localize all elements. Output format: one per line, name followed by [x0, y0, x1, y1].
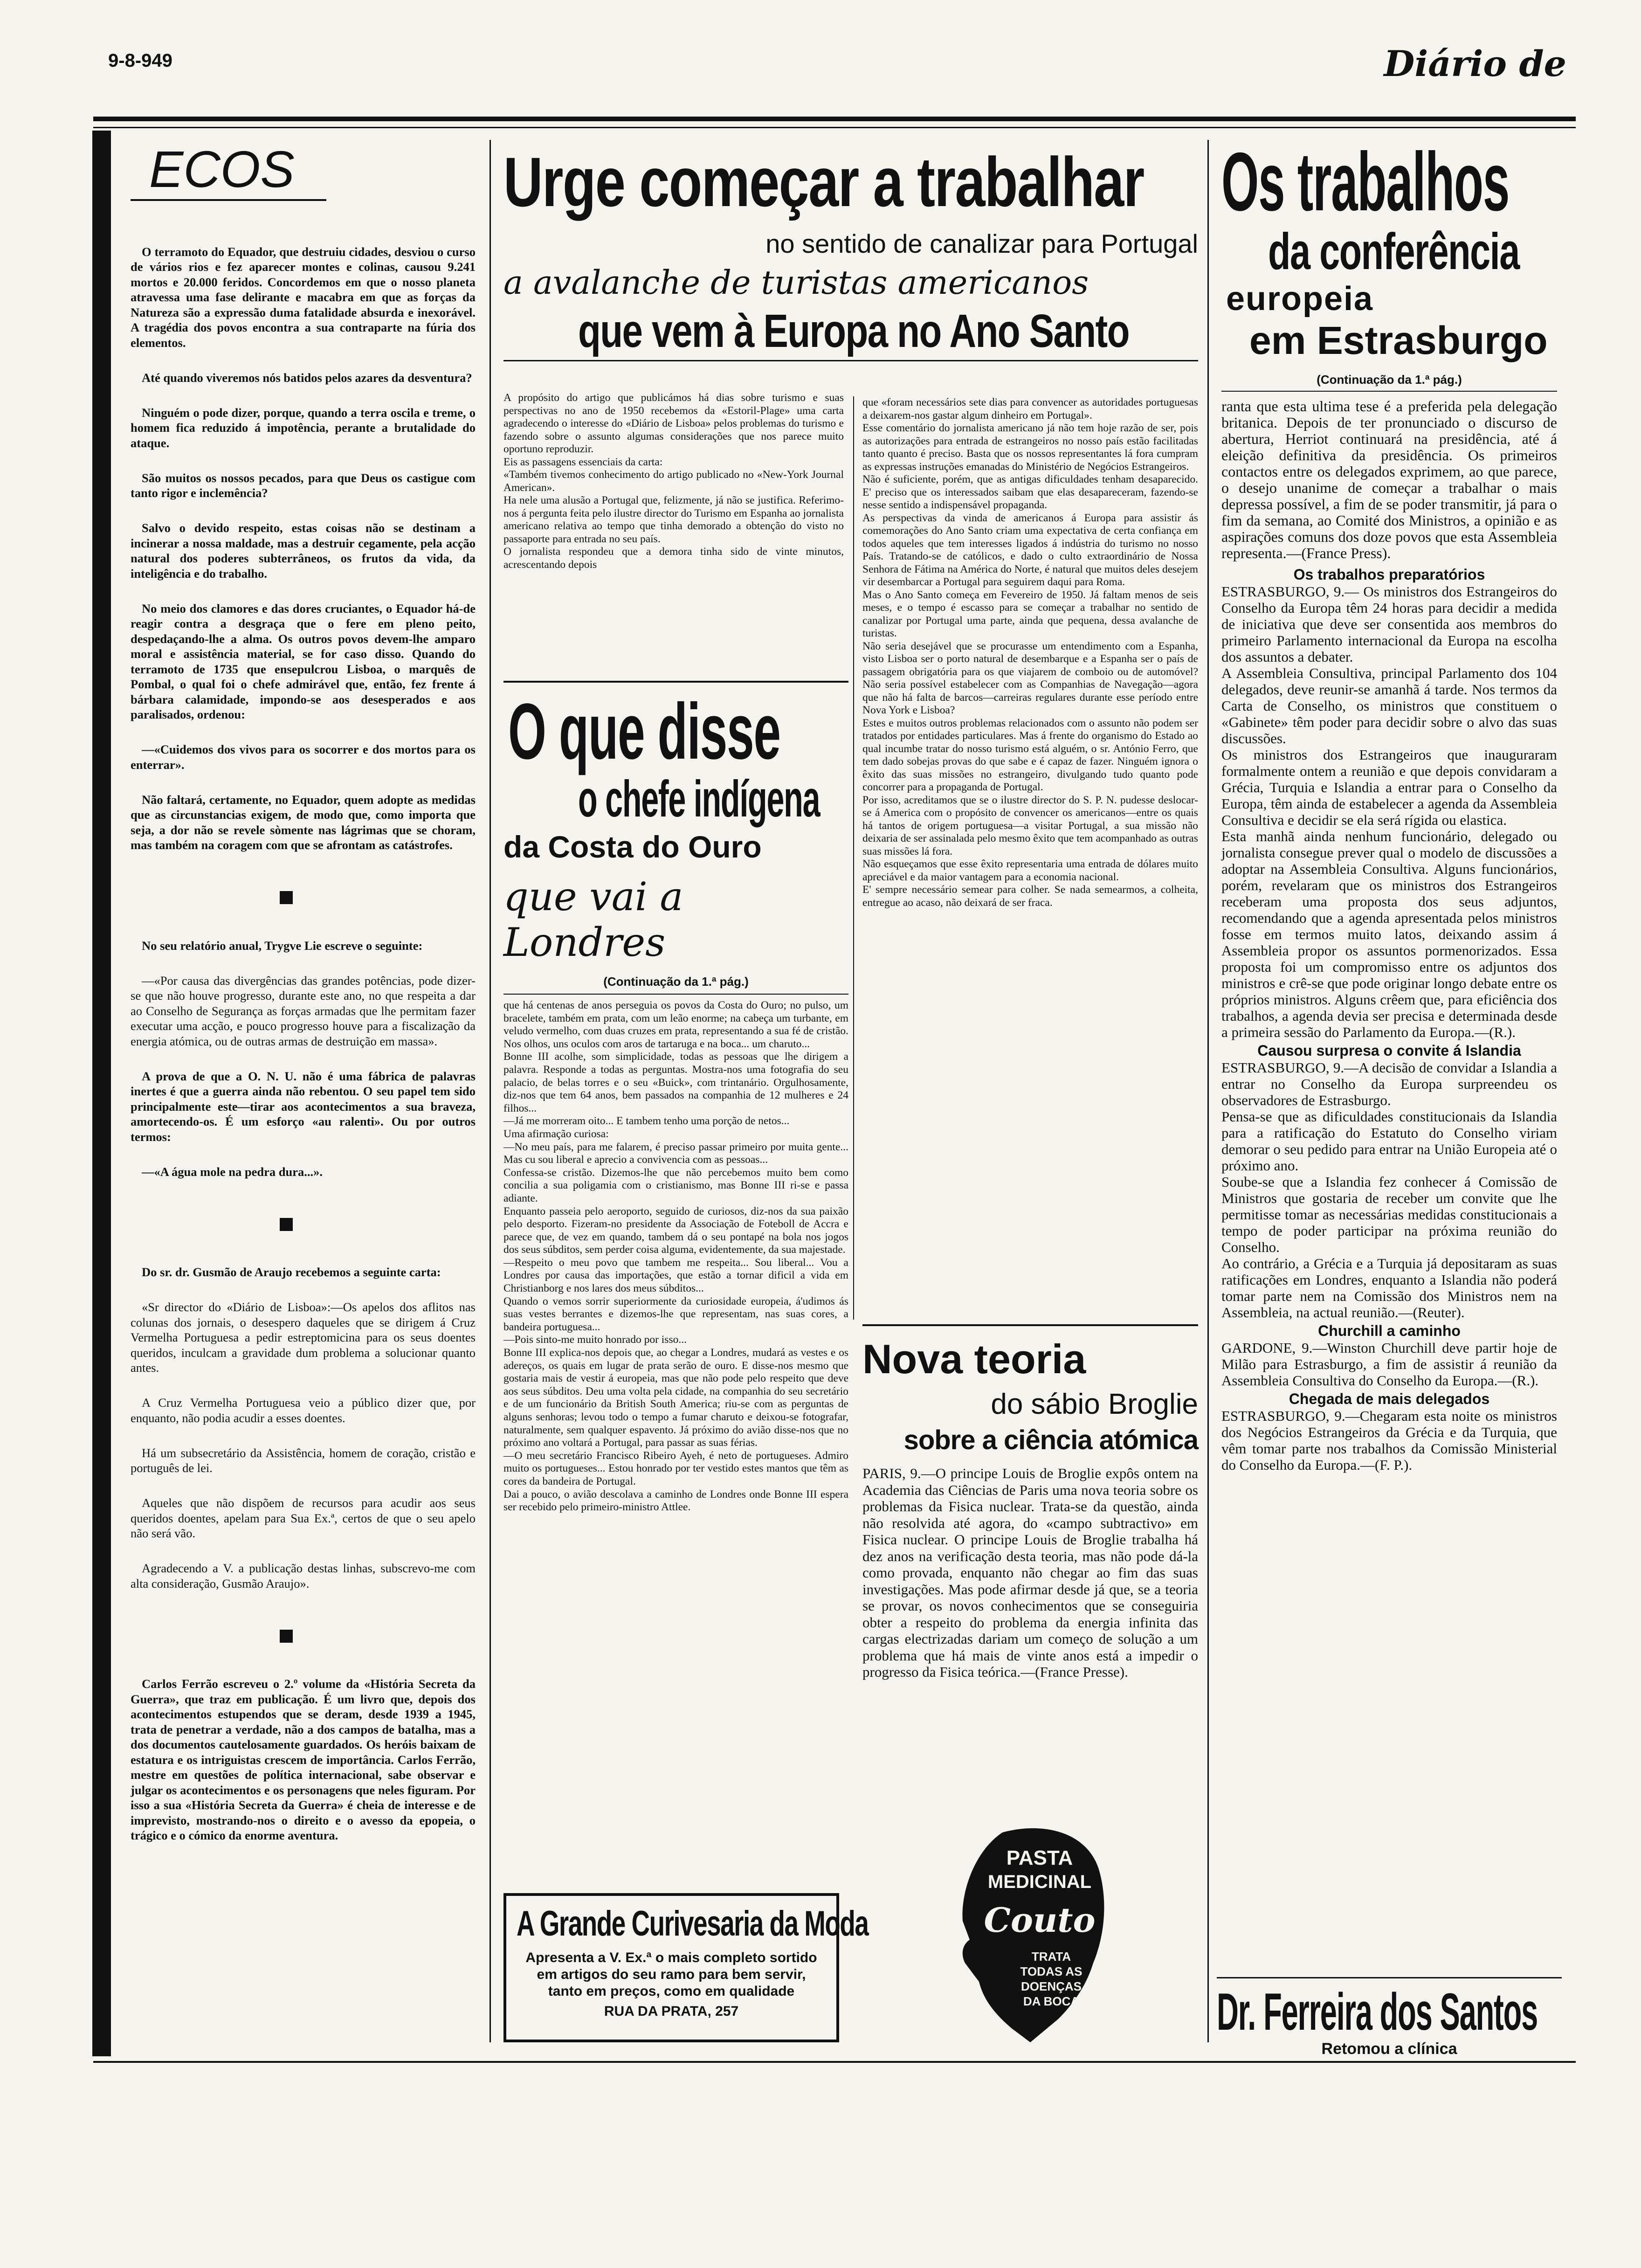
- ecos-paragraph: Salvo o devido respeito, estas coisas não se destinam a incinerar a nossa maldade, mas a destruir cegamente, pela acção natural dos poderes subterrâneos, os frutos da vida, da inteligência e do trabalho.: [131, 521, 476, 581]
- trabalhos-heading-4: Churchill a caminho: [1318, 1322, 1461, 1339]
- urge-title: Urge começar a trabalhar: [503, 143, 1144, 221]
- urge-col-2: que «foram necessários sete dias para convencer as autoridades portuguesas a deixarem-nos gastar algum dinheiro em Portugal». Esse comentário do jornalista americano já não tem hoje razão de ser, pois as autorizações para entrada de estrangeiros no nosso país estão facilitadas tanto quanto é preciso. Basta que os nossos representantes lá fora cumpram as expressas instruções emanadas do Ministério de Negócios Estrangeiros. Não é suficiente, porém, que as antigas dificuldades tenham desaparecido. E' preciso que os interessados saibam que elas desapareceram, fazendo-se nesse sentido a indispensável propaganda. As perspectivas da vinda de americanos á Europa para assistir ás comemorações do Ano Santo criam uma expectativa de certa confiança em todos aqueles que tem interesses ligados á indústria do turismo no nosso País. Tratando-se de católicos, e dado o culto extraordinário de Nossa Senhora de Fátima na América do Norte, é natural que muitos deles desejem vir desembarcar a Portugal para seguirem daqui para Roma. Mas o Ano Santo começa em Fevereiro de 1950. Já faltam menos de seis meses, e o tempo é escasso para se começar a trabalhar no sentido de canalizar por Portugal uma parte, ainda que pequena, dessa avalanche de turistas. Não seria desejável que se procurasse um entendimento com a Espanha, visto Lisboa ser o porto natural de desembarque e a Espanha ser o país de passagem obrigatória para os que viajarem de comboio ou de automóvel? Não seria possível estabelecer com as Companhias de Navegação—agora que não há falta de barcos—carreiras regulares durante esse período entre Nova York e Lisboa? Estes e muitos outros problemas relacionados com o assunto não podem ser tratados por entidades particulares. Mas á frente do organismo do Estado ao qual incumbe tratar do nosso turismo está alguém, o sr. António Ferro, que tem dado sobejas provas do que sabe e é capaz de fazer. Ninguém ignora o êxito das suas missões no estrangeiro, divulgando tudo quanto pode concorrer para a propaganda de Portugal. Por isso, acreditamos que se o ilustre director do S. P. N. pudesse deslocar-se á America com o propósito de convencer os americanos—entre os quais há tantos de origem portuguesa—a visitar Portugal, a sua missão não deixaria de ser assinalada pelo mesmo êxito que tem acompanhado as outras suas missões lá fora. Não esqueçamos que esse êxito representaria uma entrada de dólares muito apreciável e da maior vantagem para a economia nacional. E' sempre necessário semear para colher. Se nada semearmos, a colheita, entregue ao acaso, não deixará de ser fraca.: [862, 396, 1198, 909]
- urge-subtitle-2: a avalanche de turistas americanos: [503, 263, 1089, 302]
- ad-curivesaria: [503, 1893, 869, 2042]
- ecos-paragraph: No meio dos clamores e das dores cruciantes, o Equador há-de reagir contra a desgraça que o fere em pleno peito, despedaçando-lhe a alma. Os outros povos devem-lhe amparo moral e assistência material, se for caso disso. Quando do terramoto de 1735 que ensepulcrou Lisboa, o marquês de Pombal, o qual foi o chefe admirável que, então, fez frente á bárbara calamidade, impondo-se aos desesperados e aos paralisados, ordenou:: [131, 601, 476, 721]
- urge-col-1: A propósito do artigo que publicámos há dias sobre turismo e suas perspectivas no ano de 1950 recebemos da «Estoril-Plage» uma carta agradecendo o interesse do «Diário de Lisboa» pelos problemas do turismo e fazendo sobre o assunto algumas considerações que nos parece muito oportuno reproduzir. Eis as passagens essenciais da carta: «Também tivemos conhecimento do artigo publicado no «New-York Journal American». Ha nele uma alusão a Portugal que, felizmente, já não se justifica. Referimo-nos á pergunta feita pelo ilustre director do Turismo em Espanha ao jornalista americano relativa ao tempo que tinha demorado a obtenção do visto no passaporte para entrada no seu país. O jornalista respondeu que a demora tinha sido de vinte minutos, acrescentando depois: [503, 392, 844, 571]
- left-margin-bar: [92, 131, 111, 2056]
- ecos-paragraph: Há um subsecretário da Assistência, homem de coração, cristão e português de lei.: [131, 1445, 476, 1475]
- ecos-paragraph: Carlos Ferrão escreveu o 2.º volume da «História Secreta da Guerra», que traz em publicação. É um livro que, depois dos acontecimentos estupendos que se deram, desde 1939 a 1945, trata de penetrar a verdade, não a dos campos de batalha, mas a dos documentos cautelosamente guardados. Os heróis baixam de estatura e os intriguistas crescem de importância. Carlos Ferrão, mestre em questões de política internacional, sabe observar e julgar os acontecimentos e os personagens que neles figuram. Por isso a sua «História Secreta da Guerra» é cheia de interesse e de imprevisto, mostrando-nos o direito e o avesso da epopeia, o trágico e o cómico da enorme aventura.: [131, 1677, 476, 1842]
- disse-title-2: o chefe indígena: [578, 770, 820, 828]
- disse-continuation: (Continuação da 1.ª pág.): [503, 975, 848, 995]
- newspaper-title: Diário de: [1384, 43, 1566, 84]
- ecos-paragraph: A Cruz Vermelha Portuguesa veio a público dizer que, por enquanto, não podia acudir a esses doentes.: [131, 1396, 476, 1425]
- issue-date: 9-8-949: [108, 50, 172, 71]
- nova-subtitle-1: do sábio Broglie: [991, 1388, 1198, 1420]
- ecos-column: [131, 140, 476, 2042]
- ecos-paragraph: No seu relatório anual, Trygve Lie escreve o seguinte:: [142, 938, 423, 953]
- trabalhos-heading-3: Causou surpresa o convite á Islandia: [1257, 1042, 1521, 1059]
- urge-rule: [503, 360, 1198, 361]
- ecos-paragraph: «Sr director do «Diário de Lisboa»:—Os apelos dos aflitos nas colunas dos jornais, o desespero daqueles que se dirigem á Cruz Vermelha Portuguesa a pedir estreptomicina para os seus doentes queridos, inculcam a gravidade dum problema a solucionar quanto antes.: [131, 1300, 476, 1375]
- nova-subtitle-2: sobre a ciência atómica: [903, 1425, 1198, 1455]
- ad-pasta-couto: [951, 1823, 1110, 2047]
- trabalhos-p5: ESTRASBURGO, 9.—Chegaram esta noite os ministros dos Negócios Estrangeiros da Grécia e da Turquia, que vêm tomar parte nos trabalhos da Comissão Ministerial do Conselho da Europa.—(F. P.).: [1221, 1408, 1557, 1473]
- disse-title-1: O que disse: [508, 687, 780, 776]
- trabalhos-continuation: (Continuação da 1.ª pág.): [1221, 373, 1557, 392]
- column-rule: [1207, 140, 1209, 2042]
- nova-title: Nova teoria: [862, 1336, 1086, 1382]
- bottom-rule: [93, 2061, 1576, 2063]
- disse-article: [503, 681, 869, 1977]
- ad-doctor-name: Dr. Ferreira dos Santos: [1217, 1983, 1538, 2041]
- trabalhos-p2: ESTRASBURGO, 9.— Os ministros dos Estrangeiros do Conselho da Europa têm 24 horas para decidir a medida de iniciativa que deve ser consentida aos membros do primeiro Parlamento internacional da Europa na escolha dos assuntos a debater. A Assembleia Consultiva, principal Parlamento dos 104 delegados, deve reunir-se amanhã á tarde. Nos termos da Carta de Conselho, os ministros que constituem o «Gabinete» têm poder para decidir sobre o alvo das suas discussões. Os ministros dos Estrangeiros que inauguraram formalmente ontem a reunião e que depois convidaram a Grécia, Turquia e Islandia a entrar para o Conselho da Europa, têm ainda de estabelecer a agenda da Assembleia Consultiva e decidir se ela será rígida ou elastica. Esta manhã ainda nenhum funcionário, delegado ou jornalista consegue prever qual o modelo de discussões a adoptar na Assembleia Consultiva. Alguns funcionários, porém, revelaram que os ministros dos Estrangeiros receberam uma proposta dos seus adjuntos, recomendando que a agenda apresentada pelos ministros fosse em termos muito latos, deixando assim á Assembleia propor os assuntos pormenorizados. Essa proposta foi um compromisso entre os adjuntos dos ministros e crê-se que pode originar longo debate entre os próprios ministros. Alguns crêem que, para eficiência dos trabalhos, a agenda devia ser precisa e determinada desde a primeira sessão do Parlamento da Europa.—(R.).: [1221, 583, 1557, 1040]
- trabalhos-title-3: europeia: [1226, 280, 1374, 318]
- trabalhos-p4: GARDONE, 9.—Winston Churchill deve partir hoje de Milão para Estrasburgo, a fim de assistir á reunião da Assembleia Consultiva do Conselho da Europa.—(R.).: [1221, 1340, 1557, 1389]
- ecos-paragraph: —«Cuidemos dos vivos para os socorrer e dos mortos para os enterrar».: [131, 742, 476, 772]
- urge-subtitle-1: no sentido de canalizar para Portugal: [765, 229, 1198, 258]
- top-rule: [93, 117, 1576, 121]
- ad-doctor-note: Retomou a clínica: [1321, 2040, 1457, 2058]
- disse-title-4: que vai a Londres: [503, 874, 683, 965]
- ecos-paragraph: Aqueles que não dispõem de recursos para acudir aos seus queridos doentes, apelam para Sua Ex.ª, certos de que o seu apelo não será vão.: [131, 1496, 476, 1540]
- ad-curivesaria-address: RUA DA PRATA, 257: [604, 2004, 739, 2019]
- ecos-paragraph: Não faltará, certamente, no Equador, quem adopte as medidas que as circunstancias exigem, de modo que, como importa que seja, a dor não se revele sòmente nas lágrimas que se choram, mas também na coragem com que se afrontam as catástrofes.: [131, 792, 476, 852]
- ecos-paragraph: —«Por causa das divergências das grandes potências, pode dizer-se que não houve progresso, durante este ano, no que respeita a dar ao Conselho de Segurança as forças armadas que lhe permitam fazer executar uma acção, e pouco progresso houve para a fiscalização da energia atómica, ou de outras armas de destruição em massa».: [131, 973, 476, 1048]
- ecos-paragraph: São muitos os nossos pecados, para que Deus os castigue com tanto rigor e inclemência?: [131, 470, 476, 500]
- trabalhos-heading-2: Os trabalhos preparatórios: [1293, 566, 1485, 583]
- ad-couto-line-3: TRATA TODAS AS DOENÇAS DA BOCA: [1020, 1950, 1083, 2008]
- ecos-paragraph: A prova de que a O. N. U. não é uma fábrica de palavras inertes é que a guerra ainda não rebentou. O seu papel tem sido principalmente este—tirar aos acontecimentos a sua braveza, amortecendo-os. É um esforço «au ralenti». Ou por outros termos:: [131, 1069, 476, 1144]
- trabalhos-title-2: da conferência: [1268, 223, 1519, 280]
- ecos-paragraph: Ninguém o pode dizer, porque, quando a terra oscila e treme, o homem fica reduzido á impotência, perante a brutalidade do ataque.: [131, 405, 476, 450]
- ecos-body: [131, 229, 476, 1863]
- ad-curivesaria-body: Apresenta a V. Ex.ª o mais completo sortido em artigos do seu ramo para bem servir, tanto em preços, como em qualidade: [525, 1950, 817, 1999]
- ad-curivesaria-title: A Grande Curivesaria da Moda: [517, 1904, 869, 1943]
- ecos-paragraph: Até quando viveremos nós batidos pelos azares da desventura?: [142, 370, 472, 385]
- nova-article: [862, 1324, 1198, 1823]
- urge-col-rule: [853, 396, 854, 1320]
- section-separator-square: [280, 1218, 293, 1231]
- trabalhos-heading-5: Chegada de mais delegados: [1289, 1390, 1490, 1407]
- ecos-heading: ECOS: [131, 140, 326, 201]
- ad-couto-brand: Couto: [984, 1900, 1096, 1940]
- ecos-paragraph: O terramoto do Equador, que destruiu cidades, desviou o curso de vários rios e fez aparecer montes e colinas, causou 9.241 mortos e 20.000 feridos. Concordemos em que o nosso planeta atravessa uma fase delirante e macabra em que as forças da Natureza são a expressão duma fatalidade absurda e inexorável. A tragédia dos povos encontra a sua contraparte na fúria dos elementos.: [131, 244, 476, 350]
- section-separator-square: [280, 891, 293, 904]
- trabalhos-article: [1221, 135, 1557, 1986]
- ecos-paragraph: Do sr. dr. Gusmão de Araujo recebemos a seguinte carta:: [142, 1265, 441, 1279]
- ecos-paragraph: Agradecendo a V. a publicação destas linhas, subscrevo-me com alta consideração, Gusmão Araujo».: [131, 1561, 476, 1590]
- ad-couto-line-2: MEDICINAL: [987, 1872, 1092, 1892]
- trabalhos-p3: ESTRASBURGO, 9.—A decisão de convidar a Islandia a entrar no Conselho da Europa surpreendeu os observadores de Estrasburgo. Pensa-se que as dificuldades constitucionais da Islandia para a ratificação do Estatuto do Conselho viriam demorar o seu pedido para entrar na União Europeia até o próximo ano. Soube-se que a Islandia fez conhecer á Comissão de Ministros que gostaria de receber um convite que lhe permitisse tomar as necessárias medidas constitucionais a tempo de poder participar na próxima reunião do Conselho. Ao contrário, a Grécia e a Turquia já depositaram as suas ratificações em Londres, enquanto a Islandia não poderá tomar parte nem na Comissão dos Ministros nem na Assembleia, na actual reunião.—(Reuter).: [1221, 1059, 1557, 1321]
- trabalhos-p1: ranta que esta ultima tese é a preferida pela delegação britanica. Depois de ter pronunciado o discurso de abertura, Herriot continuará na presidência, até á eleição definitiva da presidência. Os primeiros contactos entre os delegados exprimem, ao que parece, o desejo unanime de começar a trabalhar o mais depressa possível, a fim de se poder transmitir, já para o fim da semana, ao Comité dos Ministros, a opinião e as aspirações comuns dos doze povos que esta Assembleia representa.—(France Press).: [1221, 398, 1557, 561]
- nova-body: PARIS, 9.—O principe Louis de Broglie expôs ontem na Academia das Ciências de Paris uma nova teoria sobre os problemas da Fisica nuclear. Trata-se da questão, ainda não resolvida até agora, do «campo subtractivo» em Fisica nuclear. O principe Louis de Broglie trabalha há dez anos na verificação desta teoria, mas não pode dá-la como provada, enquanto não chegar ao fim das suas investigações. Mas pode afirmar desde já que, se a teoria se provar, os novos conhecimentos que se conseguiria obter a respeito do problema da energia infinita das cargas electrizadas dariam um começo de solução a um problema que há mais de vinte anos está a impedir o progresso da Fisica teórica.—(France Presse).: [862, 1465, 1198, 1680]
- disse-body: que há centenas de anos perseguia os povos da Costa do Ouro; no pulso, um bracelete, também em prata, com um leão enorme; na cabeça um turbante, em veludo vermelho, com duas cruzes em prata, representando a sua fé de cristão. Nos olhos, uns oculos com aros de tartaruga e na boca... um charuto... Bonne III acolhe, som simplicidade, todas as pessoas que lhe dirigem a palavra. Responde a todas as perguntas. Mostra-nos uma fotografia do seu palacio, de belas torres e o seu «Buick», com trintanário. Orgulhosamente, diz-nos que tem 64 anos, bem passados na companhia de 12 mulheres e 24 filhos... —Já me morreram oito... E tambem tenho uma porção de netos... Uma afirmação curiosa: —No meu país, para me falarem, é preciso passar primeiro por muita gente... Mas cu sou liberal e aprecio a convivencia com as pessoas... Confessa-se cristão. Dizemos-lhe que não percebemos muito bem como concilia a sua poligamia com o cristianismo, mas Bonne III ri-se e passa adiante. Enquanto passeia pelo aeroporto, seguido de curiosos, diz-nos da sua paixão pelo desporto. Fizeram-no presidente da Associação de Foteboll de Accra e parece que, de vez em quando, tambem dá o seu pontapé na bola nos jogos dos seus súbditos, sem perder coisa alguma, evidentemente, da sua majestade. —Respeito o meu povo que tambem me respeita... Sou liberal... Vou a Londres por causa das importações, que estão a tornar dificil a vida em Christianborg e nos lares dos meus súbditos... Quando o vemos sorrir superiormente da curiosidade europeia, á'udimos ás suas vestes berrantes e dizemos-lhe que representam, nas suas cores, a bandeira portuguesa... —Pois sinto-me muito honrado por isso... Bonne III explica-nos depois que, ao chegar a Londres, mudará as vestes e os adereços, os quais em lugar de prata serão de ouro. E disse-nos mesmo que gostaria mais de vestir á europeia, mas que não pode pelo respeito que deve aos seus súbditos. Deu uma volta pela cidade, na companhia do seu secretário e de um funcionário da British South America; riu-se com as perguntas de alguns senhoras; levou todo o tempo a fumar charuto e deixou-se fotografar, naturalmente, sem qualquer espavento. Já próximo do avião disse-nos que no próximo ano voltará a Portugal, para passar as suas férias. —O meu secretário Francisco Ribeiro Ayeh, é neto de portugueses. Admiro muito os portugueses... Estou honrado por ter vestido estes mantos que têm as cores da bandeira de Portugal. Dai a pouco, o avião descolava a caminho de Londres onde Bonne III espera ser recebido pelo primeiro-ministro Attlee.: [503, 999, 848, 1514]
- urge-subtitle-3: que vem à Europa no Ano Santo: [578, 305, 1129, 357]
- disse-top-rule: [503, 681, 848, 683]
- disse-title-3: da Costa do Ouro: [503, 830, 762, 864]
- section-separator-square: [280, 1630, 293, 1643]
- trabalhos-title-4: em Estrasburgo: [1249, 318, 1548, 362]
- column-rule: [490, 140, 491, 2042]
- trabalhos-title-1: Os trabalhos: [1221, 135, 1510, 228]
- top-rule-thin: [93, 127, 1576, 128]
- ecos-paragraph: —«A água mole na pedra dura...».: [142, 1164, 323, 1179]
- nova-top-rule: [862, 1324, 1198, 1326]
- ad-couto-line-1: PASTA: [1006, 1846, 1073, 1869]
- ad-doctor: [1217, 1977, 1562, 2058]
